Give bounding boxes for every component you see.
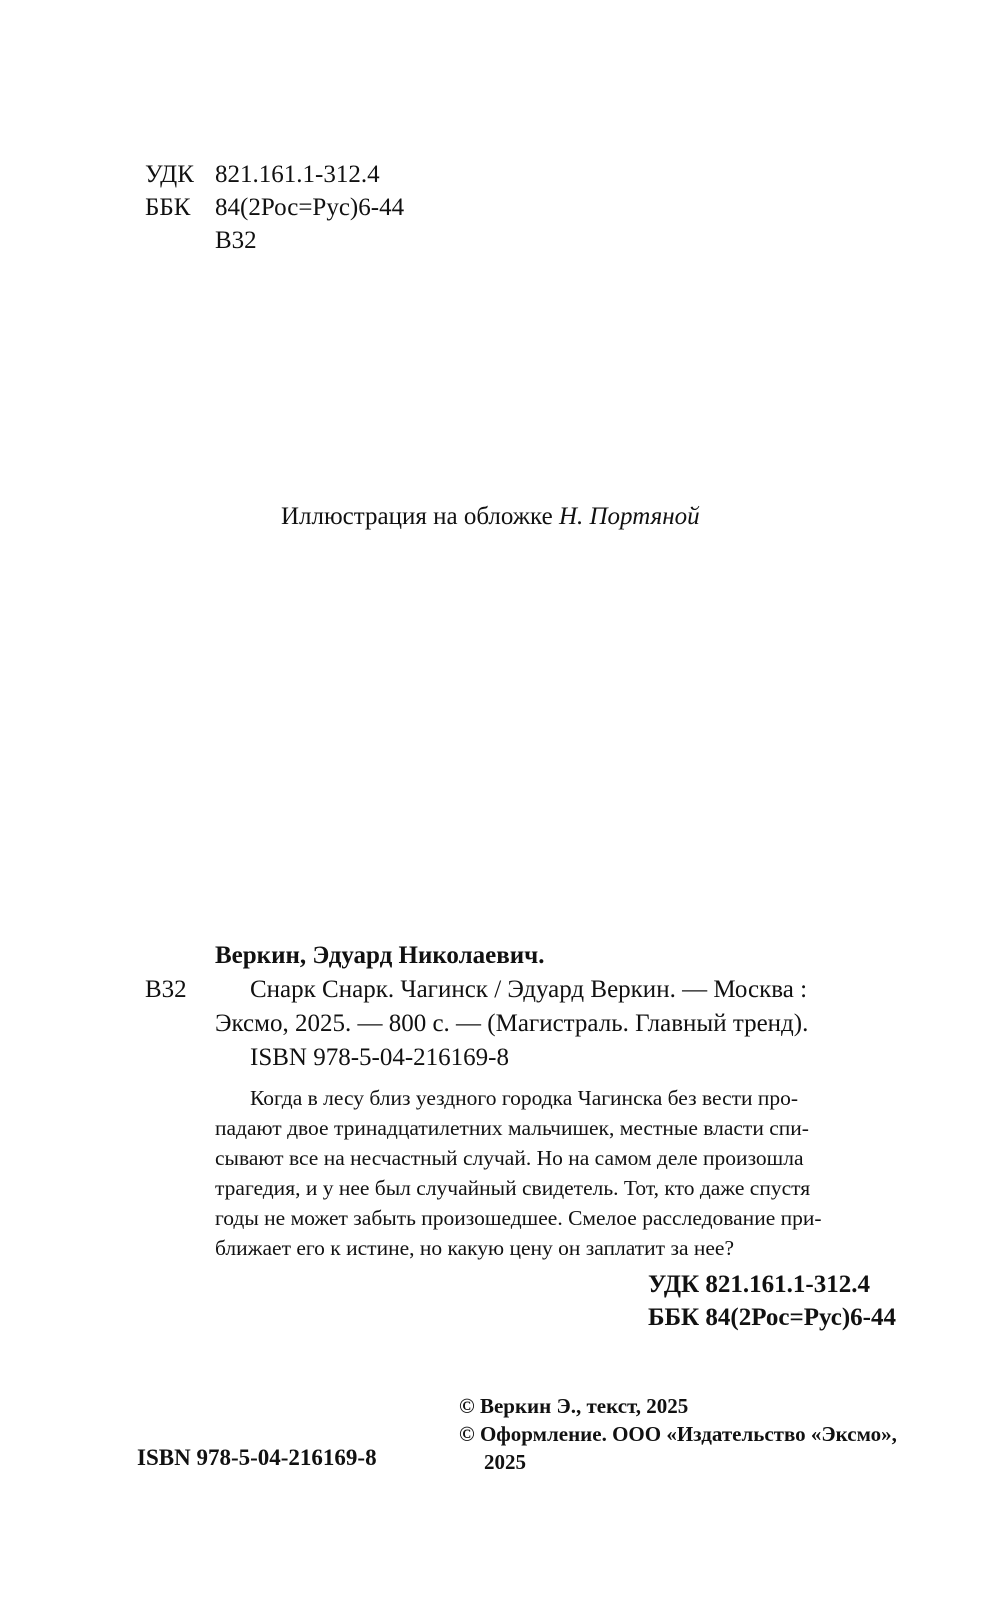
udk-top — [145, 160, 380, 190]
description-line-2: Эксмо, 2025. — 800 с. — (Магистраль. Главный тренд). — [215, 1010, 809, 1037]
annotation-line: падают двое тринадцатилетних мальчишек, местные власти спи- — [215, 1116, 809, 1140]
isbn-footer: ISBN 978-5-04-216169-8 — [137, 1445, 377, 1470]
copyright-author: © Веркин Э., текст, 2025 — [459, 1394, 689, 1418]
card-author-mark: В32 — [145, 976, 187, 1003]
card-isbn: ISBN 978-5-04-216169-8 — [250, 1044, 510, 1071]
copyright-design: © Оформление. ООО «Издательство «Эксмо», — [459, 1422, 897, 1446]
annotation-line: годы не может забыть произошедшее. Смелое расследование при- — [215, 1206, 822, 1230]
udk-value: 821.161.1-312.4 — [215, 161, 380, 188]
illustration-credit — [281, 503, 700, 531]
description-line-1: Снарк Снарк. Чагинск / Эдуард Веркин. — Москва : — [250, 976, 808, 1003]
bbk-value: 84(2Рос=Рус)6-44 — [215, 194, 405, 221]
annotation-line: сывают все на несчастный случай. Но на самом деле произошла — [215, 1146, 804, 1170]
bbk-label: ББК — [145, 194, 191, 221]
author-heading: Веркин, Эдуард Николаевич. — [215, 942, 545, 969]
copyright-year: 2025 — [484, 1450, 526, 1474]
annotation-line: ближает его к истине, но какую цену он заплатит за нее? — [215, 1236, 734, 1260]
illustration-label: Иллюстрация на обложке — [281, 503, 553, 530]
bbk-top — [145, 193, 404, 223]
card-bbk: ББК 84(2Рос=Рус)6-44 — [648, 1304, 896, 1331]
author-mark-top: В32 — [215, 227, 257, 254]
udk-label: УДК — [145, 161, 194, 188]
card-udk: УДК 821.161.1-312.4 — [648, 1271, 870, 1298]
illustration-artist: Н. Портяной — [558, 503, 700, 530]
annotation-line: трагедия, и у нее был случайный свидетель. Тот, кто даже спустя — [215, 1176, 811, 1200]
annotation-line: Когда в лесу близ уездного городка Чагинска без вести про- — [250, 1086, 799, 1110]
